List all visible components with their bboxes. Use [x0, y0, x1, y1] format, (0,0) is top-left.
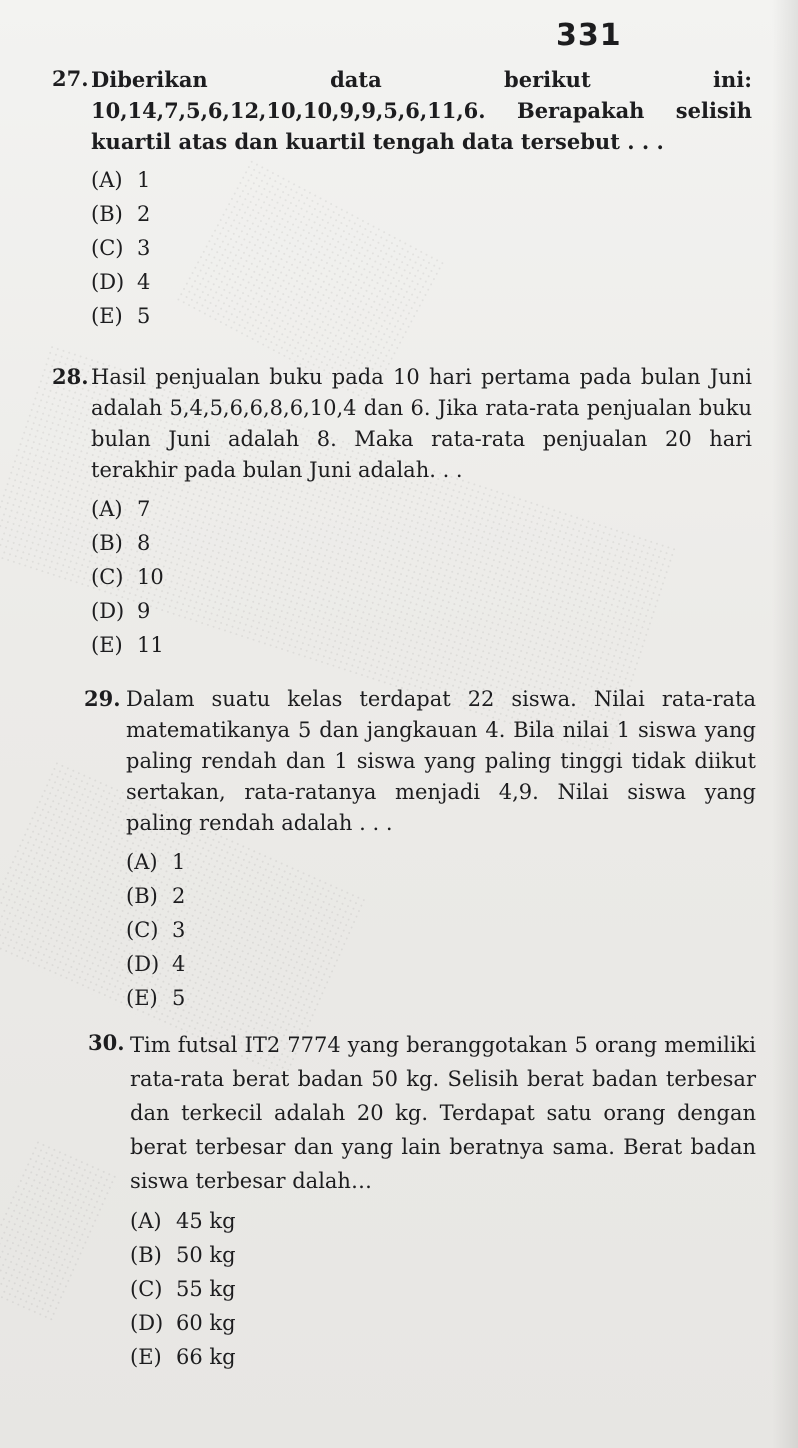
option-a[interactable]: (A) 1 [91, 168, 151, 192]
option-d[interactable]: (D) 60 kg [130, 1311, 236, 1335]
question-text [126, 684, 756, 839]
question-text [130, 1028, 756, 1198]
option-e[interactable]: (E) 5 [126, 986, 186, 1010]
option-a[interactable]: (A) 45 kg [130, 1209, 236, 1233]
option-list [126, 845, 756, 1015]
option-e[interactable]: (E) 66 kg [130, 1345, 236, 1369]
page-edge-shadow [772, 0, 798, 1448]
option-list [91, 163, 752, 333]
option-d[interactable]: (D) 4 [126, 952, 186, 976]
option-c[interactable]: (C) 55 kg [130, 1277, 236, 1301]
question-number: 28. [52, 364, 89, 389]
option-c[interactable]: (C) 10 [91, 565, 164, 589]
question-number: 27. [52, 66, 89, 91]
option-list [91, 492, 752, 662]
option-list [130, 1204, 756, 1374]
question-30 [88, 1028, 756, 1374]
option-a[interactable]: (A) 1 [126, 850, 186, 874]
option-d[interactable]: (D) 9 [91, 599, 151, 623]
option-e[interactable]: (E) 11 [91, 633, 164, 657]
question-text-body: Diberikan data berikut ini: 10,14,7,5,6,12,10,10,9,9,5,6,11,6. Berapakah selisih kuartil atas dan kuartil tengah data tersebut . . . [91, 67, 752, 154]
question-number: 29. [84, 686, 121, 711]
option-e[interactable]: (E) 5 [91, 304, 151, 328]
question-text-body: Dalam suatu kelas terdapat 22 siswa. Nilai rata-rata matematikanya 5 dan jangkauan 4. Bila nilai 1 siswa yang paling rendah dan 1 siswa yang paling tinggi tidak diikut sertakan, rata-ratanya menjadi 4,9. Nilai siswa yang paling rendah adalah . . . [126, 687, 756, 835]
question-text-body: Tim futsal IT2 7774 yang beranggotakan 5 orang memiliki rata-rata berat badan 50 kg. Selisih berat badan terbesar dan terkecil adalah 20 kg. Terdapat satu orang dengan berat terbesar dan yang lain beratnya sama. Berat badan siswa terbesar dalah… [130, 1033, 756, 1193]
question-28 [52, 362, 752, 662]
option-a[interactable]: (A) 7 [91, 497, 151, 521]
question-text [91, 64, 752, 157]
option-b[interactable]: (B) 2 [126, 884, 186, 908]
question-number: 30. [88, 1030, 125, 1055]
option-b[interactable]: (B) 8 [91, 531, 151, 555]
option-d[interactable]: (D) 4 [91, 270, 151, 294]
option-b[interactable]: (B) 2 [91, 202, 151, 226]
question-27 [52, 64, 752, 333]
question-29 [84, 684, 756, 1015]
question-text-body: Hasil penjualan buku pada 10 hari pertama pada bulan Juni adalah 5,4,5,6,6,8,6,10,4 dan 6. Jika rata-rata penjualan buku bulan Juni adalah 8. Maka rata-rata penjualan 20 hari terakhir pada bulan Juni adalah. . . [91, 365, 752, 482]
page-number: 331 [556, 18, 622, 53]
option-c[interactable]: (C) 3 [91, 236, 151, 260]
option-b[interactable]: (B) 50 kg [130, 1243, 236, 1267]
question-text [91, 362, 752, 486]
option-c[interactable]: (C) 3 [126, 918, 186, 942]
